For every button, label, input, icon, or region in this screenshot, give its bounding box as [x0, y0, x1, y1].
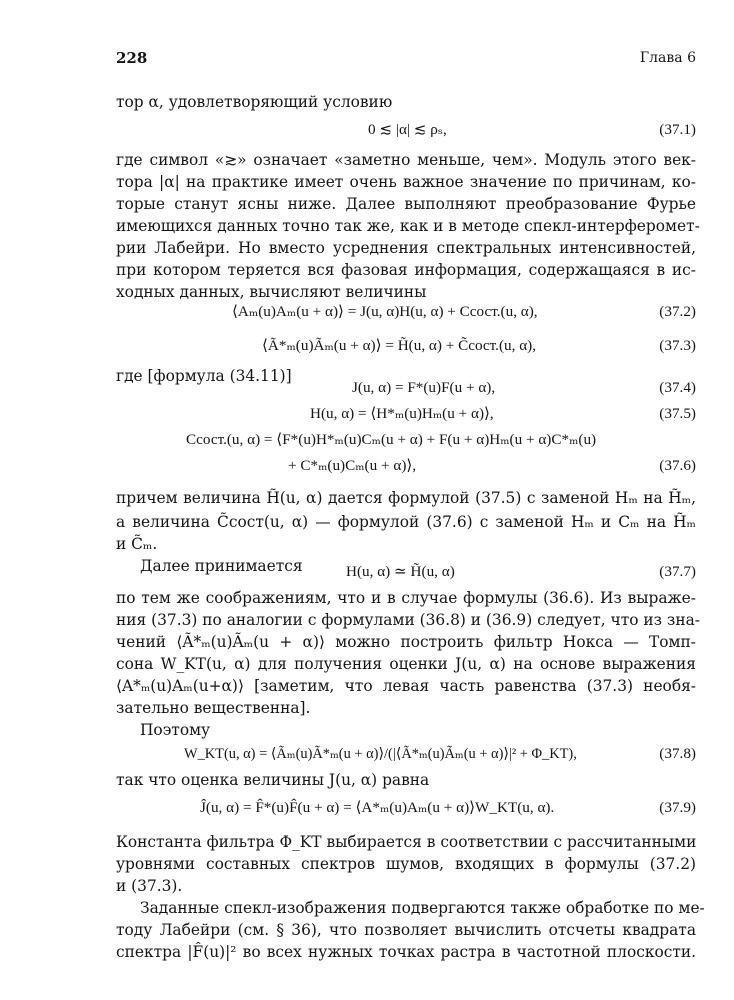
running-head: Глава 6 [639, 50, 696, 66]
equation-number: (37.4) [659, 379, 696, 396]
equation-37-9: Ĵ(u, α) = F̂*(u)F̂(u + α) = ⟨A*ₘ(u)Aₘ(u + α)⟩W_KT(u, α). [200, 799, 555, 816]
text-line: а величина C̃сост(u, α) — формулой (37.6) с заменой Hₘ и Cₘ на H̃ₘ [116, 513, 696, 531]
equation-number: (37.2) [659, 303, 696, 320]
text-line: тоду Лабейри (см. § 36), что позволяет вычислить отсчеты квадрата [116, 921, 696, 939]
text-line: по тем же соображениям, что и в случае формулы (36.6). Из выраже- [116, 589, 696, 607]
text-line: Заданные спекл-изображения подвергаются также обработке по ме- [140, 899, 705, 917]
equation-number: (37.9) [659, 799, 696, 816]
text-line: Константа фильтра Φ_KT выбирается в соответствии с рассчитанными [116, 833, 697, 851]
equation-number: (37.6) [659, 457, 696, 474]
equation-37-7: H(u, α) ≃ H̃(u, α) [346, 563, 455, 580]
equation-number: (37.8) [659, 745, 696, 762]
text-line: так что оценка величины J(u, α) равна [116, 771, 430, 789]
text-line: где [формула (34.11)] [116, 367, 292, 385]
equation-37-5: H(u, α) = ⟨H*ₘ(u)Hₘ(u + α)⟩, [310, 405, 494, 422]
text-line: имеющихся данных точно так же, как и в методе спекл-интерферомет- [116, 217, 700, 235]
text-line: рии Лабейри. Но вместо усреднения спектральных интенсивностей, [116, 239, 696, 257]
equation-37-3: ⟨Ã*ₘ(u)Ãₘ(u + α)⟩ = H̃(u, α) + C̃сост.(u, α), [262, 337, 537, 354]
text-line: тор α, удовлетворяющий условию [116, 93, 393, 111]
equation-37-8: W_KT(u, α) = ⟨Ãₘ(u)Ã*ₘ(u + α)⟩/(|⟨Ã*ₘ(u)Ãₘ(u + α)⟩|² + Φ_KT), [184, 746, 577, 762]
text-line: Поэтому [140, 721, 211, 739]
equation-number: (37.7) [659, 563, 696, 580]
text-line: Далее принимается [140, 557, 303, 575]
text-line: тора |α| на практике имеет очень важное значение по причинам, ко- [116, 173, 696, 191]
equation-number: (37.1) [659, 121, 696, 138]
equation-37-6-line1: Cсост.(u, α) = ⟨F*(u)H*ₘ(u)Cₘ(u + α) + F(u + α)Hₘ(u + α)C*ₘ(u) [186, 431, 597, 448]
text-line: и C̃ₘ. [116, 535, 158, 553]
equation-37-2: ⟨Aₘ(u)Aₘ(u + α)⟩ = J(u, α)H(u, α) + Cсост.(u, α), [232, 303, 538, 320]
equation-37-4: J(u, α) = F*(u)F(u + α), [352, 379, 496, 396]
text-line: уровнями составных спектров шумов, входящих в формулы (37.2) [116, 855, 696, 873]
page-number: 228 [116, 49, 148, 67]
text-line: зательно вещественна]. [116, 699, 311, 717]
text-line: спектра |F̂(u)|² во всех нужных точках растра в частотной плоскости. [116, 943, 696, 961]
equation-number: (37.3) [659, 337, 696, 354]
text-line: ⟨A*ₘ(u)Aₘ(u+α)⟩ [заметим, что левая часть равенства (37.3) необя- [116, 677, 696, 695]
text-line: где символ «≳» означает «заметно меньше, чем». Модуль этого век- [116, 151, 696, 169]
text-line: при котором теряется вся фазовая информация, содержащаяся в ис- [116, 261, 696, 279]
equation-number: (37.5) [659, 405, 696, 422]
text-line: торые станут ясны ниже. Далее выполняют преобразование Фурье [116, 195, 696, 213]
text-line: и (37.3). [116, 877, 183, 895]
text-line: ходных данных, вычисляют величины [116, 283, 427, 301]
text-line: ния (37.3) по аналогии с формулами (36.8) и (36.9) следует, что из зна- [116, 611, 700, 629]
text-line: чений ⟨Ã*ₘ(u)Ãₘ(u + α)⟩ можно построить фильтр Нокса — Томп- [116, 633, 696, 651]
equation-37-6-line2: + C*ₘ(u)Cₘ(u + α)⟩, [288, 457, 417, 474]
equation-37-1: 0 ≲ |α| ≲ ρₛ, [368, 121, 447, 138]
text-line: причем величина H̃(u, α) дается формулой (37.5) с заменой Hₘ на H̃ₘ, [116, 489, 696, 507]
text-line: сона W_KT(u, α) для получения оценки J(u, α) на основе выражения [116, 655, 696, 673]
